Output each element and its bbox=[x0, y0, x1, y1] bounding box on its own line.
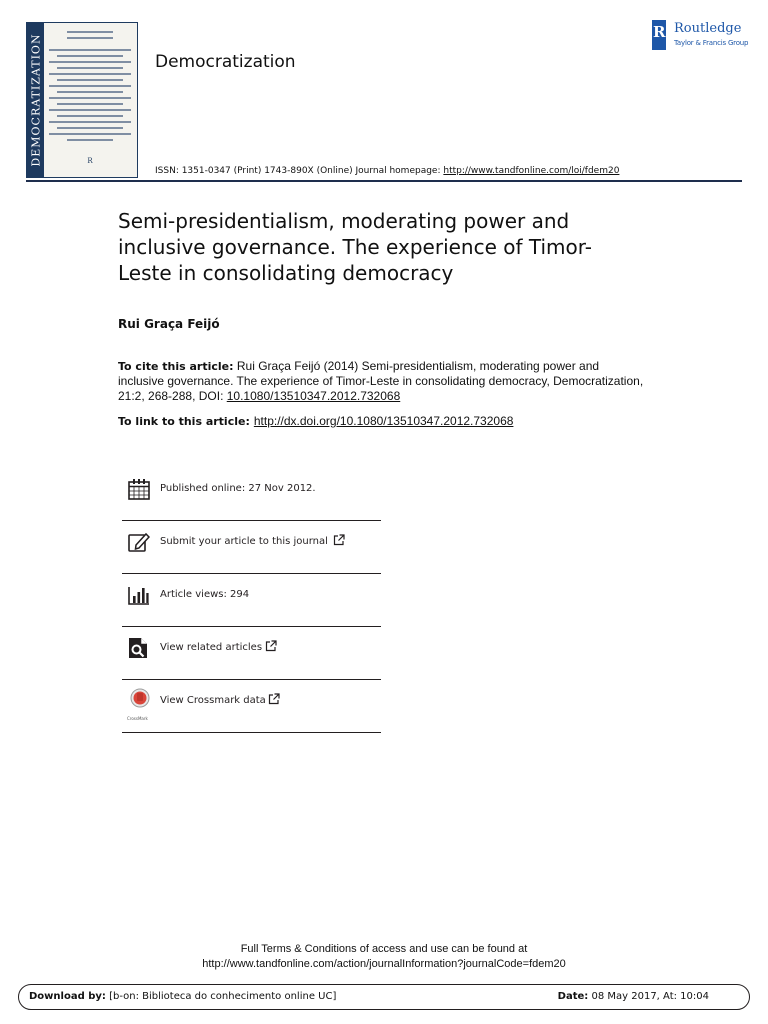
submit-article-row[interactable] bbox=[122, 521, 381, 574]
article-title: Semi-presidentialism, moderating power and inclusive governance. The experience of Timor-Leste in consolidating democracy bbox=[118, 209, 592, 285]
crossmark-row[interactable] bbox=[122, 680, 381, 733]
document-search-icon bbox=[128, 637, 150, 659]
download-value: [b-on: Biblioteca do conhecimento online UC] bbox=[105, 991, 337, 1002]
article-link-line bbox=[118, 414, 678, 428]
article-views-row bbox=[122, 574, 381, 627]
header-divider bbox=[26, 180, 742, 182]
related-articles-link[interactable]: View related articles bbox=[160, 642, 263, 653]
publisher-logo bbox=[652, 20, 752, 52]
published-date: Published online: 27 Nov 2012. bbox=[160, 483, 316, 494]
cover-spine bbox=[27, 23, 44, 177]
date-value: 08 May 2017, At: 10:04 bbox=[588, 991, 709, 1002]
external-link-icon bbox=[268, 693, 280, 705]
article-author: Rui Graça Feijó bbox=[118, 317, 220, 331]
submit-article-link[interactable]: Submit your article to this journal bbox=[160, 536, 328, 547]
terms-notice bbox=[134, 942, 634, 972]
terms-url[interactable]: http://www.tandfonline.com/action/journalInformation?journalCode=fdem20 bbox=[202, 958, 566, 970]
cite-doi-link[interactable]: 10.1080/13510347.2012.732068 bbox=[226, 389, 401, 403]
bar-chart-icon bbox=[128, 584, 150, 606]
cover-contents bbox=[49, 31, 131, 171]
crossmark-link[interactable]: View Crossmark data bbox=[160, 695, 266, 706]
calendar-icon bbox=[128, 478, 150, 500]
cite-label: To cite this article: bbox=[118, 360, 234, 373]
related-articles-row[interactable] bbox=[122, 627, 381, 680]
edit-icon bbox=[128, 531, 150, 553]
crossmark-logo-text: CrossMark bbox=[127, 716, 148, 721]
publisher-name: Routledge bbox=[674, 21, 742, 36]
routledge-icon bbox=[652, 20, 666, 50]
cover-spine-title: DEMOCRATIZATION bbox=[29, 33, 42, 167]
download-date bbox=[558, 991, 709, 1002]
journal-homepage-link[interactable]: http://www.tandfonline.com/loi/fdem20 bbox=[443, 166, 620, 176]
crossmark-icon bbox=[128, 688, 152, 714]
external-link-icon bbox=[265, 640, 277, 652]
cover-publisher-logo: R bbox=[87, 157, 93, 165]
cite-text: Rui Graça Feijó (2014) Semi-presidentialism, moderating power and inclusive governance. The experience of Timor-Leste in consolidating democracy, Democratization, 21:2, 268-288, DOI: bbox=[118, 359, 644, 403]
journal-cover-image bbox=[26, 22, 138, 178]
download-info-bar bbox=[18, 984, 750, 1010]
published-row bbox=[122, 468, 381, 521]
article-doi-link[interactable]: http://dx.doi.org/10.1080/13510347.2012.732068 bbox=[253, 414, 514, 428]
terms-line-1: Full Terms & Conditions of access and use can be found at bbox=[240, 943, 528, 955]
date-label: Date: bbox=[557, 991, 589, 1002]
article-info-list bbox=[122, 468, 381, 733]
journal-title: Democratization bbox=[155, 52, 296, 72]
issn-line bbox=[155, 166, 619, 176]
download-by bbox=[29, 991, 336, 1002]
publisher-subtitle: Taylor & Francis Group bbox=[674, 39, 749, 47]
article-views: Article views: 294 bbox=[160, 589, 250, 600]
issn-text: ISSN: 1351-0347 (Print) 1743-890X (Online) Journal homepage: bbox=[155, 166, 444, 176]
download-label: Download by: bbox=[29, 991, 106, 1002]
external-link-icon bbox=[333, 534, 345, 546]
citation-block bbox=[118, 359, 648, 404]
link-label: To link to this article: bbox=[118, 415, 250, 428]
